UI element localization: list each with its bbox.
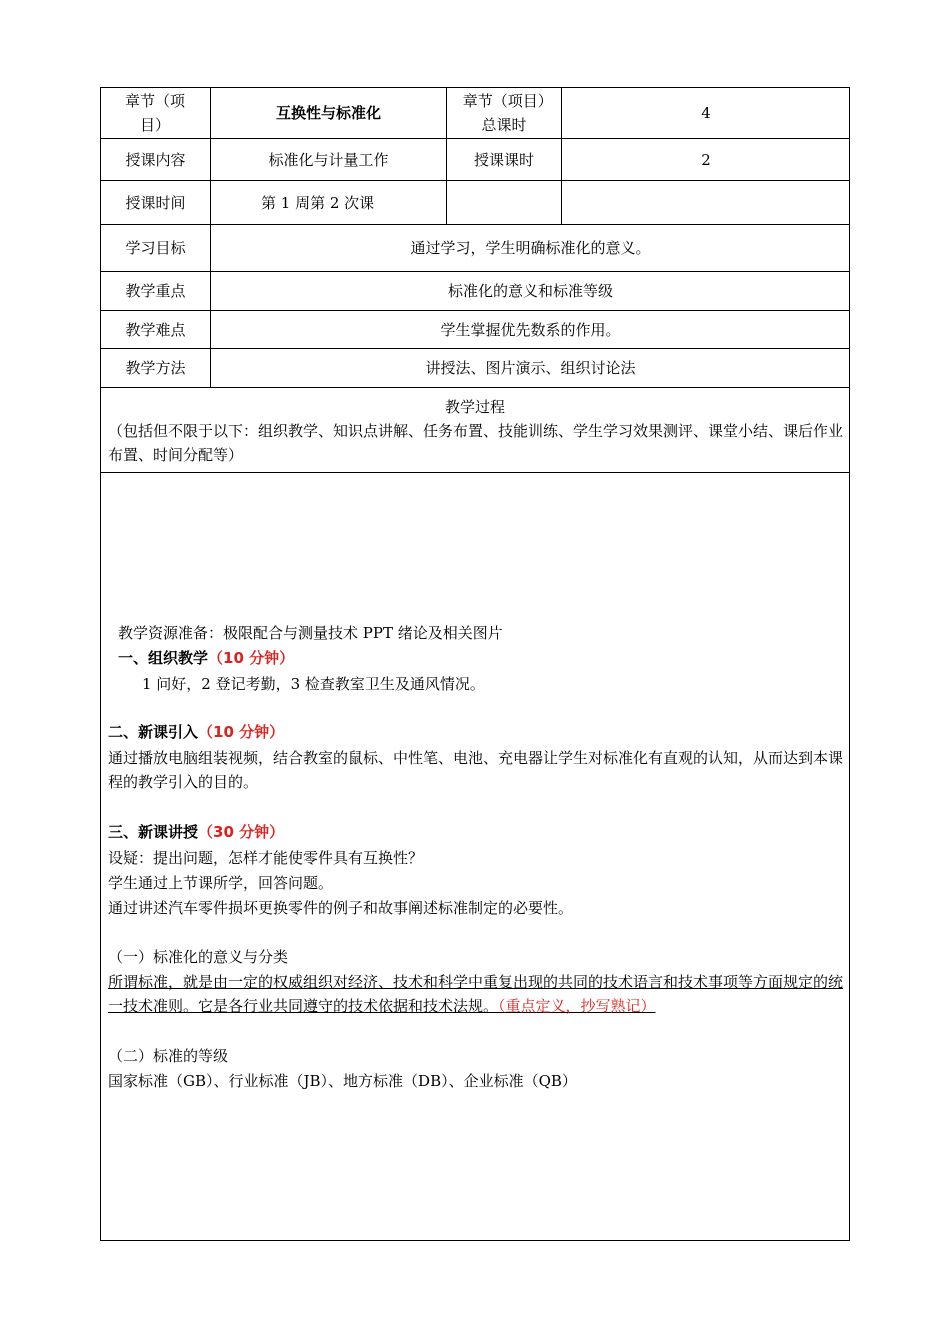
section-3-line-3: 通过讲述汽车零件损坏更换零件的例子和故事阐述标准制定的必要性。: [108, 899, 574, 917]
chapter-title: 互换性与标准化: [275, 104, 381, 122]
process-title: 教学过程: [444, 398, 505, 416]
chapter-hours-label: 章节（项目）总课时: [462, 92, 546, 134]
key-points-label: 教学重点: [125, 282, 186, 300]
section-3-time: （30 分钟）: [198, 823, 285, 841]
row-divider: [100, 387, 850, 388]
subsection-1-heading: （一）标准化的意义与分类: [108, 948, 289, 966]
section-2-heading: [108, 720, 844, 744]
section-1-text: 1 问好，2 登记考勤，3 检查教室卫生及通风情况。: [142, 675, 485, 693]
chapter-hours-value: 4: [701, 104, 711, 122]
content-label: 授课内容: [125, 150, 186, 169]
section-1-title: 一、组织教学: [118, 649, 209, 667]
content-value: 标准化与计量工作: [268, 150, 389, 169]
row-divider: [100, 472, 850, 473]
section-2-title: 二、新课引入: [108, 723, 199, 741]
methods-label: 教学方法: [125, 359, 186, 377]
goal-value: 通过学习，学生明确标准化的意义。: [410, 239, 651, 257]
key-points-value: 标准化的意义和标准等级: [447, 282, 613, 300]
methods-value: 讲授法、图片演示、组织讨论法: [425, 359, 636, 377]
resources-text: 教学资源准备：极限配合与测量技术 PPT 绪论及相关图片: [118, 624, 503, 642]
section-3-title: 三、新课讲授: [108, 823, 199, 841]
standard-definition: [108, 970, 844, 1018]
standard-levels-text: 国家标准（GB）、行业标准（JB）、地方标准（DB）、企业标准（QB）: [108, 1072, 577, 1090]
difficulties-value: 学生掌握优先数系的作用。: [440, 320, 621, 339]
process-note: （包括但不限于以下：组织教学、知识点讲解、任务布置、技能训练、学生学习效果测评、课堂小结、课后作业布置、时间分配等）: [108, 422, 844, 464]
chapter-label: 章节（项目）: [124, 92, 185, 134]
section-3-line-1: 设疑：提出问题，怎样才能使零件具有互换性？: [108, 849, 424, 867]
difficulties-label: 教学难点: [125, 320, 186, 339]
section-3-line-2: 学生通过上节课所学，回答问题。: [108, 874, 334, 892]
definition-text: 所谓标准，就是由一定的权威组织对经济、技术和科学中重复出现的共同的技术语言和技术事项等方面规定的统一技术准则。它是各行业共同遵守的技术依据和技术法规。: [108, 973, 844, 1015]
section-2-text: 通过播放电脑组装视频，结合教室的鼠标、中性笔、电池、充电器让学生对标准化有直观的认知，从而达到本课程的教学引入的目的。: [108, 749, 844, 791]
section-2-time: （10 分钟）: [198, 723, 285, 741]
subsection-2-heading: （二）标准的等级: [108, 1047, 229, 1065]
section-1-heading: [118, 646, 854, 670]
definition-note: （重点定义，抄写熟记）: [498, 997, 656, 1015]
time-value: 第 1 周第 2 次课: [261, 193, 375, 212]
time-label: 授课时间: [125, 193, 186, 212]
goal-label: 学习目标: [125, 239, 186, 257]
section-3-heading: [108, 820, 844, 844]
section-1-time: （10 分钟）: [208, 649, 295, 667]
lesson-hours-label: 授课课时: [473, 150, 534, 169]
lesson-hours-value: 2: [701, 150, 711, 169]
